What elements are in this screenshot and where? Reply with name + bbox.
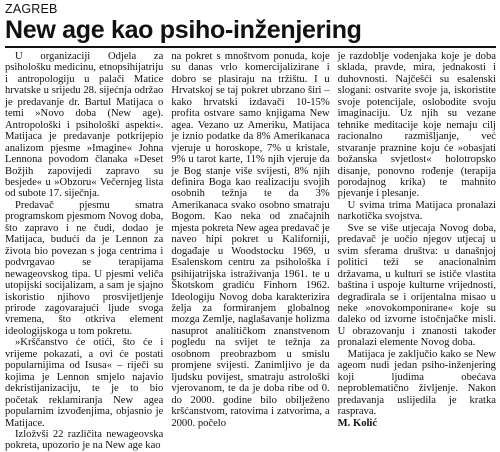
dateline: ZAGREB [5, 2, 58, 16]
paragraph: Sve se više utjecaja Novog doba, predavač je uočio njegov utjecaj u svim sferama društva: u današnjoj politici teži se anacionalnim državama, u kulturi se ističe vlastita baština i uspoje kulturne vrijednosti, degradirala se i orijentalna misao u neke »novokomponirane« koje su daleko od izvorne istočnjačke misli. U obrazovanju i znanosti također pronalazi elemente Novog doba. [337, 222, 496, 349]
paragraph: Izložvši 22 različita newageovska pokreta, upozorio je na New age kao [5, 428, 164, 452]
column-1 [5, 51, 164, 452]
paragraph: »Krščanstvo će otići, što će i vrijeme pokazati, a ovi će postati popularnijima od Isusa« – riječi su kojima je Lennon smjelo najavio dekristijanizaciju, te je to bio početak reklamiranja New agea popularnim izvođenjima, objasnio je Matijace. [5, 337, 164, 429]
paragraph: je razdoblje vodenjaka koje je doba sklada, pravde, mira, jednakosti i duhovnosti. Najčešći su esalenski slogani: ostvarite svoje ja, iskoristite svoje potencijale, oslobodite svoju imaginaciju. Uz njih su vezane tehnike meditacije koje nemaju cilj racionalno razmišljanje, već stvaranje praznine koju će »obasjati božanska svjetlost« holotropsko disanje, ponovno rođenje (terapija porodajnog krika) te mahnito pjevanje i plesanje. [337, 51, 496, 200]
column-3 [337, 51, 496, 429]
author-byline: M. Kolić [337, 417, 378, 429]
article-body [5, 51, 496, 452]
paragraph: Matijaca je zaključio kako se New ageom nudi jedan psiho-inženjering koji ljudima obećava neproblematično življenje. Nakon predavanja uslijedila je kratka rasprava. [337, 348, 496, 418]
paragraph: U svima trima Matijaca pronalazi narkotička svojstva. [337, 199, 496, 223]
paragraph: U organizaciji Odjela za psihološku medicinu, etnopsihijatriju i antropologiju u palači Matice hrvatske u srijedu 28. sijećnja održao je predavanje dr. Bartul Matijaca o temi »Novo doba (New age). Antropološki i psihološki aspekti«. Matijaca je predavanje potkrijepio analizom pjesme »Imagine« Johna Lennona povodom članaka »Deset Božjih zapovijedi zapravo su besjede« u »Obzoru« Večernjeg lista od subote 17. siječnja. [5, 51, 164, 200]
paragraph: na pokret s mnoštvom ponuda, koje su danas vrlo komercijalizirane i dobro se plasiraju na tržištu. I u Hrvatskoj se taj pokret ubrzano širi – kako hrvatski izdavači 10-15% profita ostvare samo knjigama New agea. Vezano uz Ameriku, Matijaca je iznio podatke da 8% Amerikanaca vjeruje u horoskope, 7% u kristale, 9% u tarot karte, 11% njih vjeruje da je Bog stanje više svijesti, 8% njih definira Boga kao realizaciju svojih osobnih težnja te da 3% Amerikanaca svako osobno smatraju Bogom. Kao neka od značajnih mjesta pokreta New agea predavač je naveo hipi pokret u Kaliforniji, događaje u Woodstocku 1969, u Esalenskom centru za psihološka i psihijatrijska istraživanja 1961. te u Škotskom gradiću Finhorn 1962. Ideologiju Novog doba karakterizira želja za formiranjem globalnog mozga Zemlje, naglašavanje holizma nasuprot analitičkom znanstvenom pogledu na svijet te težnja za osobnom preobrazbom u smislu promjene svijesti. Zanimljivo je da ljudsku povijest, smatraju astrološki vjerovanom, te da je doba ribe od 0. do 2000. godine bilo obilježeno kršćanstvom, ratovima i zatvorima, a 2000. počelo [171, 51, 330, 429]
column-2 [171, 51, 330, 429]
headline-rule [5, 46, 496, 48]
headline: New age kao psiho-inženjering [5, 16, 362, 44]
paragraph: Predavač pjesmu smatra programskom pjesmom Novog doba, što zapravo i ne čudi, dodao je Matijaca, budući da je Lennon za života bio povezan s joga centrima i podvrgavao se terapijama newageovskog tipa. U pjesmi veliča utopijski socijalizam, a sam je sjajno iskoristio njihovo prosvijetljenje prirode zagovarajući ljude svoga vremena, što otkriva element ideologijskoga u tom pokretu. [5, 199, 164, 337]
